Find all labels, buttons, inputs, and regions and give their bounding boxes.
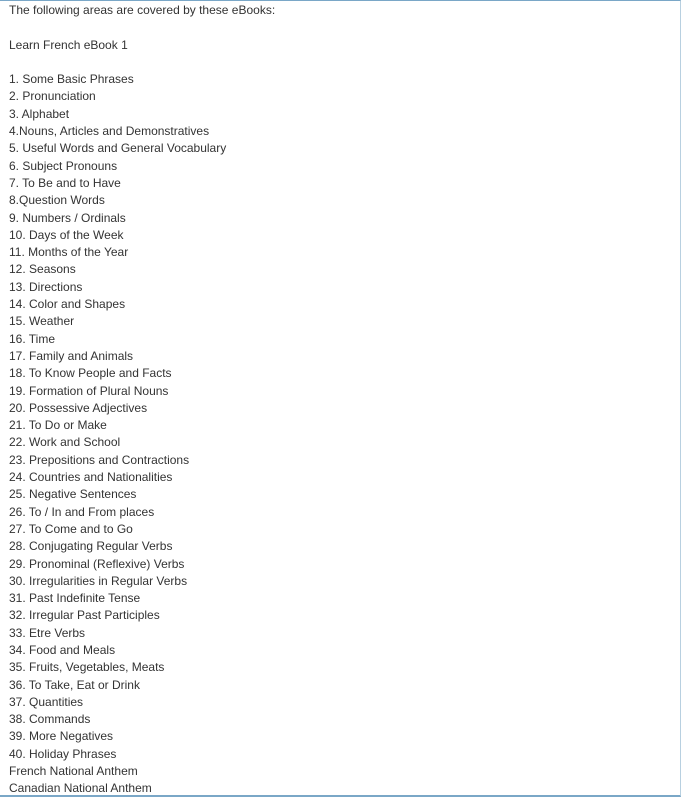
list-item: 20. Possessive Adjectives [9, 400, 148, 415]
list-item: 19. Formation of Plural Nouns [9, 383, 169, 398]
list-item: 38. Commands [9, 712, 91, 727]
list-item: French National Anthem [9, 764, 138, 779]
list-item: 15. Weather [9, 314, 75, 329]
list-item: 12. Seasons [9, 262, 76, 277]
list-item: 18. To Know People and Facts [9, 366, 172, 381]
list-item: 33. Etre Verbs [9, 625, 86, 640]
spacer [9, 19, 672, 36]
list-item: 10. Days of the Week [9, 227, 124, 242]
list-item: 37. Quantities [9, 694, 84, 709]
list-item: 27. To Come and to Go [9, 521, 133, 536]
list-item: 1. Some Basic Phrases [9, 72, 134, 87]
list-item: 35. Fruits, Vegetables, Meats [9, 660, 165, 675]
list-item: 31. Past Indefinite Tense [9, 591, 141, 606]
list-item: 2. Pronunciation [9, 89, 96, 104]
list-item: 36. To Take, Eat or Drink [9, 677, 140, 692]
list-item: 24. Countries and Nationalities [9, 470, 173, 485]
list-item: 6. Subject Pronouns [9, 158, 118, 173]
spacer [9, 54, 672, 71]
list-item: 22. Work and School [9, 435, 121, 450]
list-item: 16. Time [9, 331, 56, 346]
list-item: 30. Irregularities in Regular Verbs [9, 573, 188, 588]
list-item: 14. Color and Shapes [9, 297, 126, 312]
extras-list [9, 763, 672, 798]
list-item: 11. Months of the Year [9, 245, 129, 260]
list-item: 5. Useful Words and General Vocabulary [9, 141, 227, 156]
ebook-title: Learn French eBook 1 [9, 37, 128, 52]
list-item: 13. Directions [9, 279, 83, 294]
intro-text: The following areas are covered by these eBooks: [9, 3, 276, 17]
list-item: 28. Conjugating Regular Verbs [9, 539, 173, 554]
list-item: 9. Numbers / Ordinals [9, 210, 126, 225]
list-item: 25. Negative Sentences [9, 487, 137, 502]
list-item: 39. More Negatives [9, 729, 114, 744]
list-item: 8.Question Words [9, 193, 105, 208]
list-item: 4.Nouns, Articles and Demonstratives [9, 124, 210, 139]
list-item: 26. To / In and From places [9, 504, 155, 519]
list-item: 21. To Do or Make [9, 418, 107, 433]
ebook-contents [9, 2, 672, 798]
list-item: 34. Food and Meals [9, 642, 116, 657]
list-item: 3. Alphabet [9, 106, 70, 121]
list-item: 17. Family and Animals [9, 348, 134, 363]
list-item: 40. Holiday Phrases [9, 746, 117, 761]
topic-list [9, 71, 672, 763]
list-item: Canadian National Anthem [9, 781, 152, 796]
list-item: 23. Prepositions and Contractions [9, 452, 190, 467]
list-item: 32. Irregular Past Participles [9, 608, 160, 623]
list-item: 29. Pronominal (Reflexive) Verbs [9, 556, 185, 571]
list-item: 7. To Be and to Have [9, 175, 121, 190]
